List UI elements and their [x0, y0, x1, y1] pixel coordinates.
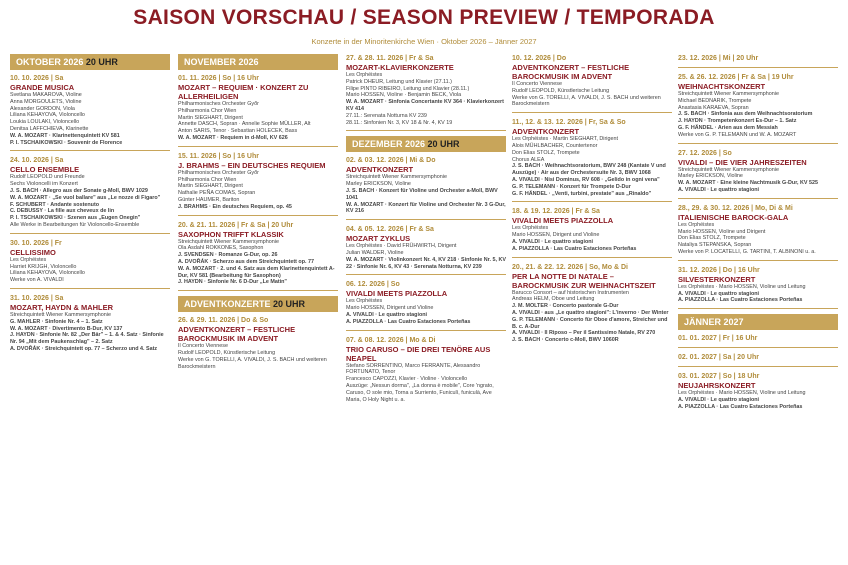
- event-title: MOZART-KLAVIERKONZERTE: [346, 63, 454, 72]
- event-entry: [678, 334, 838, 348]
- event-detail: Harriet KRIJGH, Violoncello: [10, 263, 77, 270]
- event-detail: Les Orphéistes: [512, 225, 549, 232]
- event-detail: J. HAYDN · Trompetenkonzert Es-Dur – 1. Satz: [678, 118, 797, 125]
- event-entry: [678, 266, 838, 309]
- event-detail: Liliana KEHAYOVA, Violoncello: [10, 112, 85, 119]
- event-title: CELLO ENSEMBLE: [10, 165, 80, 175]
- event-detail: Anastasia KARAEVA, Sopran: [678, 104, 749, 111]
- event-date: 10. 12. 2026 | Do: [512, 55, 567, 62]
- event-detail: Werke von P. LOCATELLI, G. TARTINI, T. ALBINONI u. a.: [678, 248, 816, 255]
- event-detail: J. HAYDN · Sinfonie Nr. 6 D-Dur „Le Matin": [178, 279, 287, 286]
- event-detail: W. A. MOZART · Eine kleine Nachtmusik G-Dur, KV 525: [678, 180, 818, 187]
- event-detail: Don Elias STOLZ, Trompete: [678, 235, 746, 242]
- event-detail: W. A. MOZART · Sinfonia Concertante KV 364 · Klavierkonzert KV 414: [346, 99, 504, 112]
- event-detail: G. P. TELEMANN · Concerto für Oboe d'amore, Streicher und B. c. A-Dur: [512, 316, 668, 330]
- event-detail: J. S. BACH · Weihnachtsoratorium, BWV 248 (Kantate V und Auszüge) · Air aus der Orchestersuite Nr. 3, BWV 1068: [512, 163, 666, 177]
- event-detail: 28.11.: Sinfonien Nr. 3, KV 18 & Nr. 4, KV 19: [346, 119, 453, 126]
- event-title: SILVESTERKONZERT: [678, 274, 756, 284]
- event-entry: [678, 149, 838, 199]
- event-detail: Werke von G. TORELLI, A. VIVALDI, J. S. BACH und weiteren Barockmeistern: [178, 356, 327, 370]
- event-detail: Liliana KEHAYOVA, Violoncello: [10, 270, 85, 277]
- event-detail: W. A. MOZART · Requiem in d-Moll, KV 626: [178, 134, 288, 141]
- event-detail: Werke von G. TORELLI, A. VIVALDI, J. S. BACH und weiteren Barockmeistern: [512, 94, 661, 108]
- event-date: 31. 10. 2026 | Sa: [10, 294, 64, 302]
- event-detail: G. F. HÄNDEL · Arien aus dem Messiah: [678, 124, 778, 131]
- event-date: 07. & 08. 12. 2026 | Mo & Di: [346, 336, 436, 344]
- event-detail: Werke von G. P. TELEMANN und W. A. MOZART: [678, 131, 797, 138]
- event-date: 31. 12. 2026 | Do | 16 Uhr: [678, 266, 760, 274]
- event-entry: [678, 353, 838, 367]
- event-date: 03. 01. 2027 | So | 18 Uhr: [678, 373, 760, 381]
- event-entry: [10, 156, 170, 233]
- event-detail: A. PIAZZOLLA · Las Cuatro Estaciones Porteñas: [678, 297, 803, 304]
- event-detail: Philharmonia Chor Wien: [178, 107, 237, 114]
- event-date: 27. 12. 2026 | So: [678, 149, 732, 157]
- event-detail: Alois MÜHLBACHER, Countertenor: [512, 142, 598, 149]
- section-header-time: 20 UHR: [427, 139, 460, 150]
- event-title: GRANDE MUSICA: [10, 83, 75, 92]
- event-detail: A. DVOŘÁK · Scherzo aus dem Streichquintett op. 77: [178, 258, 314, 265]
- page-title: SAISON VORSCHAU / SEASON PREVIEW / TEMPORADA: [133, 6, 715, 29]
- event-detail: J. S. BACH · Concerto c-Moll, BWV 1060R: [512, 337, 619, 344]
- event-date: 18. & 19. 12. 2026 | Fr & Sa: [512, 208, 600, 216]
- event-title: VIVALDI MEETS PIAZZOLLA: [346, 289, 448, 299]
- event-detail: Streichquintett Wiener Kammersymphonie: [678, 91, 779, 97]
- event-detail: Don Elias STOLZ, Trompete: [512, 149, 580, 156]
- event-detail: A. PIAZZOLLA · Las Cuatro Estaciones Porteñas: [346, 318, 471, 325]
- event-detail: Marley ERICKSON, Violine: [678, 173, 743, 180]
- event-detail: Chorus ALEA: [512, 156, 545, 163]
- event-entry: [512, 207, 672, 257]
- event-detail: Martin SIEGHART, Dirigent: [178, 183, 243, 190]
- event-detail: F. SCHUBERT · Andante sostenuto: [10, 201, 100, 208]
- event-date: 24. 10. 2026 | Sa: [10, 157, 64, 165]
- event-date: 04. & 05. 12. 2026 | Fr & Sa: [346, 226, 434, 234]
- event-title: VIVALDI MEETS PIAZZOLLA: [512, 216, 614, 226]
- event-date: 26. & 29. 11. 2026 | Do & So: [178, 317, 269, 325]
- event-detail: 27.11.: Serenata Notturna KV 239: [346, 112, 427, 119]
- section-header: [178, 54, 338, 70]
- event-detail: G. MAHLER · Sinfonie Nr. 4 – 1. Satz: [10, 318, 103, 325]
- event-detail: Il Concerto Viennese: [512, 81, 562, 87]
- event-title: ADVENTKONZERT: [346, 165, 414, 175]
- event-entry: [512, 263, 672, 348]
- event-date: 30. 10. 2026 | Fr: [10, 239, 62, 247]
- column-october: [10, 54, 170, 362]
- event-detail: W. A. MOZART · Klarinettenquintett KV 581: [10, 132, 120, 139]
- event-entry: [10, 294, 170, 357]
- event-title: VIVALDI – DIE VIER JAHRESZEITEN: [678, 157, 807, 167]
- event-detail: A. VIVALDI · Le quattro stagioni: [512, 238, 594, 245]
- event-detail: W. A. MOZART · „Se vuol ballare" aus „Le nozze di Figaro": [10, 194, 161, 201]
- column-december-january: [678, 54, 838, 420]
- event-date: 11., 12. & 13. 12. 2026 | Fr, Sa & So: [512, 119, 626, 127]
- event-title: MOZART, HAYDN & MAHLER: [10, 302, 114, 312]
- column-november-december: [346, 54, 506, 412]
- event-detail: Annette DASCH, Sopran · Annelie Sophie MÜLLER, Alt: [178, 121, 311, 128]
- event-entry: [178, 74, 338, 147]
- event-detail: J. HAYDN · Sinfonie Nr. 82 „Der Bär" – 1. & 4. Satz · Sinfonie Nr. 94 „Mit dem Paukenschlag" – 2. Satz: [10, 332, 164, 346]
- section-header: [178, 296, 338, 312]
- event-detail: Andreas HELM, Oboe und Leitung: [512, 296, 595, 303]
- event-date: 25. & 26. 12. 2026 | Fr & Sa | 19 Uhr: [678, 74, 794, 81]
- section-header-month: NOVEMBER 2026: [184, 57, 259, 67]
- event-detail: Rudolf LEOPOLD, Künstlerische Leitung: [178, 349, 276, 356]
- event-title: J. BRAHMS – EIN DEUTSCHES REQUIEM: [178, 160, 326, 170]
- event-entry: [346, 280, 506, 330]
- event-entry: [346, 156, 506, 220]
- event-detail: Les Orphéistes: [346, 72, 383, 78]
- event-date: 02. 01. 2027 | Sa | 20 Uhr: [678, 354, 759, 362]
- event-detail: A. VIVALDI · aus „Le quattro stagioni": L'inverno · Der Winter: [512, 309, 669, 316]
- event-date: 15. 11. 2026 | So | 16 Uhr: [178, 152, 259, 160]
- event-detail: Mario HOSSEN, Violine · Benjamin BECK, Viola: [346, 92, 462, 99]
- event-title: ADVENTKONZERT: [512, 127, 580, 137]
- column-november: [178, 54, 338, 379]
- event-detail: A. VIVALDI · Il Riposo – Per il Santissimo Natale, RV 270: [512, 330, 656, 337]
- event-detail: Svetlana MAKAROVA, Violine: [10, 92, 82, 98]
- event-detail: W. A. MOZART · Divertimento B-Dur, KV 137: [10, 325, 123, 332]
- event-detail: A. PIAZZOLLA · Las Cuatro Estaciones Porteñas: [678, 403, 803, 410]
- event-title: PER LA NOTTE DI NATALE – BAROCKMUSIK ZUR WEIHNACHTSZEIT: [512, 271, 656, 290]
- event-detail: J. SVENDSEN · Romanze G-Dur, op. 26: [178, 252, 278, 259]
- event-detail: Barucco Consort – auf historischen Instrumenten: [512, 289, 629, 296]
- event-entry: [178, 152, 338, 216]
- event-detail: J. S. BACH · Sinfonia aus dem Weihnachtsoratorium: [678, 111, 813, 118]
- event-detail: G. P. TELEMANN · Konzert für Trompete D-Dur: [512, 183, 631, 190]
- event-detail: Rudolf LEOPOLD, Künstlerische Leitung: [512, 87, 610, 94]
- event-detail: J. S. BACH · Konzert für Violine und Orchester a-Moll, BWV 1041: [346, 187, 498, 201]
- event-detail: J. BRAHMS · Ein deutsches Requiem, op. 45: [178, 203, 292, 210]
- event-entry: [346, 336, 506, 408]
- event-entry: [178, 221, 338, 292]
- page-subtitle: Konzerte in der Minoritenkirche Wien · Oktober 2026 – Jänner 2027: [311, 37, 537, 46]
- event-detail: W. A. MOZART · Konzert für Violine und Orchester Nr. 3 G-Dur, KV 216: [346, 201, 506, 215]
- event-entry: [10, 74, 170, 151]
- event-detail: Werke von A. VIVALDI: [10, 277, 64, 284]
- event-detail: Streichquintett Wiener Kammersymphonie: [346, 174, 447, 181]
- event-entry: [512, 54, 672, 113]
- event-detail: Patrick DHEUR, Leitung und Klavier (27.11.): [346, 78, 452, 85]
- event-entry: [512, 118, 672, 202]
- event-entry: [10, 239, 170, 289]
- section-header-month: JÄNNER 2027: [684, 317, 744, 328]
- event-detail: C. DEBUSSY · La fille aux cheveux de lin: [10, 208, 115, 215]
- event-title: CELLISSIMO: [10, 247, 56, 257]
- event-detail: Ola Asdahl ROKKONES, Saxophon: [178, 245, 264, 252]
- section-header-month: ADVENTKONZERTE: [184, 299, 271, 310]
- event-date: 28., 29. & 30. 12. 2026 | Mo, Di & Mi: [678, 204, 793, 212]
- event-date: 01. 01. 2027 | Fr | 16 Uhr: [678, 335, 758, 343]
- event-detail: Alle Werke in Bearbeitungen für Violoncello-Ensemble: [10, 221, 140, 228]
- event-date: 27. & 28. 11. 2026 | Fr & Sa: [346, 55, 434, 62]
- event-detail: W. A. MOZART · Violinkonzert Nr. 4, KV 218 · Sinfonie Nr. 5, KV 22 · Sinfonie Nr. 6, KV 43 · Serenata Notturna, KV 239: [346, 256, 506, 270]
- event-detail: A. VIVALDI · Le quattro stagioni: [678, 290, 760, 297]
- event-detail: Philharmonisches Orchester Győr: [178, 169, 259, 176]
- event-detail: Nathalie PEÑA COMAS, Sopran: [178, 190, 256, 197]
- section-header-month: OKTOBER 2026: [16, 57, 84, 67]
- event-detail: Mario HOSSEN, Violine und Dirigent: [678, 228, 766, 235]
- event-detail: A. PIAZZOLLA · Las Cuatro Estaciones Porteñas: [512, 245, 637, 252]
- event-detail: J. M. MOLTER · Concerto pastorale G-Dur: [512, 303, 619, 310]
- event-entry: [678, 204, 838, 261]
- section-header: [346, 136, 506, 152]
- event-entry: [346, 225, 506, 275]
- event-detail: A. VIVALDI · Le quattro stagioni: [678, 186, 760, 193]
- event-detail: A. DVOŘÁK · Streichquintett op. 77 – Scherzo und 4. Satz: [10, 345, 158, 352]
- event-date: 20. & 21. 11. 2026 | Fr & Sa | 20 Uhr: [178, 221, 294, 229]
- event-entry: [678, 372, 838, 414]
- event-detail: Philharmonia Chor Wien: [178, 176, 237, 183]
- event-title: ADVENTKONZERT – FESTLICHE BAROCKMUSIK IM ADVENT: [512, 63, 630, 81]
- event-title: SAXOPHON TRIFFT KLASSIK: [178, 229, 284, 239]
- event-detail: Denitsa LAFFCHIEVA, Klarinette: [10, 125, 89, 132]
- event-detail: Les Orphéistes · Martin SIEGHART, Dirigent: [512, 136, 618, 143]
- column-december-2: [512, 54, 672, 353]
- event-detail: Streichquintett Wiener Kammersymphonie: [10, 311, 111, 318]
- section-header: [678, 314, 838, 330]
- section-header: [10, 54, 170, 70]
- event-detail: G. F. HÄNDEL · „Venti, turbini, prestate" aus „Rinaldo": [512, 190, 652, 197]
- event-detail: Marley ERICKSON, Violine: [346, 181, 411, 188]
- section-header-time: 20 UHR: [273, 299, 306, 310]
- section-header-month: DEZEMBER 2026: [352, 139, 426, 150]
- event-detail: Les Orphéistes: [10, 256, 47, 263]
- event-date: 06. 12. 2026 | So: [346, 281, 400, 289]
- event-detail: Anton SARIS, Tenor · Sebastian HOLECEK, Bass: [178, 128, 298, 135]
- event-detail: Filipe PINTO RIBEIRO, Leitung und Klavier (28.11.): [346, 85, 470, 92]
- event-date: 20., 21. & 22. 12. 2026 | So, Mo & Di: [512, 263, 628, 271]
- event-detail: Les Orphéistes · Mario HOSSEN, Violine und Leitung: [678, 390, 806, 397]
- event-detail: Streichquintett Wiener Kammersymphonie: [678, 166, 779, 173]
- event-detail: Les Orphéistes · David FRÜHWIRTH, Dirigent: [346, 243, 457, 250]
- event-entry: [178, 316, 338, 374]
- event-detail: Mario HOSSEN, Dirigent und Violine: [346, 305, 434, 312]
- event-detail: Sechs Violoncelli im Konzert: [10, 181, 78, 188]
- event-detail: Günter HAUMER, Bariton: [178, 196, 240, 203]
- event-detail: Michael BEDNARIK, Trompete: [678, 97, 752, 104]
- event-detail: P. I. TSCHAIKOWSKI · Souvenir de Florence: [10, 139, 123, 146]
- event-detail: W. A. MOZART · 2. und 4. Satz aus dem Klarinettenquintett A-Dur, KV 581 (Bearbeitung für Saxophon): [178, 265, 335, 279]
- event-detail: Rudolf LEOPOLD und Freunde: [10, 174, 85, 181]
- event-title: NEUJAHRSKONZERT: [678, 381, 756, 391]
- event-title: ITALIENISCHE BAROCK-GALA: [678, 212, 789, 222]
- event-entry: [346, 54, 506, 131]
- event-detail: A. VIVALDI · Nisi Dominus, RV 608 · „Gelido in ogni vena": [512, 176, 660, 183]
- event-entry: [678, 73, 838, 144]
- event-detail: A. VIVALDI · Le quattro stagioni: [678, 396, 760, 403]
- event-detail: A. VIVALDI · Le quattro stagioni: [346, 311, 428, 318]
- section-header-time: 20 UHR: [85, 57, 118, 67]
- event-detail: Les Orphéistes: [678, 221, 715, 228]
- event-detail: J. S. BACH · Allegro aus der Sonate g-Moll, BWV 1029: [10, 187, 148, 194]
- event-detail: Il Concerto Viennese: [178, 343, 228, 350]
- event-detail: Julian WALDER, Violine: [346, 249, 404, 256]
- event-detail: P. I. TSCHAIKOWSKI · Szenen aus „Eugen Onegin": [10, 215, 141, 222]
- event-date: 02. & 03. 12. 2026 | Mi & Do: [346, 157, 436, 165]
- event-detail: Streichquintett Wiener Kammersymphonie: [178, 238, 279, 245]
- event-detail: Martin SIEGHART, Dirigent: [178, 114, 243, 121]
- event-date: 23. 12. 2026 | Mi | 20 Uhr: [678, 55, 759, 62]
- event-detail: Mario HOSSEN, Dirigent und Violine: [512, 232, 600, 239]
- event-detail: Loukia LOULAKI, Violoncello: [10, 119, 80, 126]
- event-detail: Alexander GORDON, Viola: [10, 105, 75, 112]
- event-title: ADVENTKONZERT – FESTLICHE BAROCKMUSIK IM ADVENT: [178, 325, 296, 344]
- event-title: TRIO CARUSO – DIE DREI TENÖRE AUS NEAPEL: [346, 344, 491, 363]
- event-detail: Auszüge: „Nessun dorma", „La donna è mobile", Core 'ngrato, Caruso, O sole mio, Torna a Surriento, Funiculì, funiculà, Ave Maria, O Holy Night u. a.: [346, 382, 494, 403]
- event-detail: Anna MORGOULETS, Violine: [10, 98, 82, 105]
- event-date: 10. 10. 2026 | Sa: [10, 75, 64, 82]
- event-title: WEIHNACHTSKONZERT: [678, 82, 766, 91]
- event-title: MOZART ZYKLUS: [346, 234, 411, 244]
- event-detail: Stefano SORRENTINO, Marco FERRANTE, Alessandro FORTUNATO, Tenor: [346, 362, 481, 376]
- event-detail: Les Orphéistes · Mario HOSSEN, Violine und Leitung: [678, 283, 806, 290]
- event-detail: Francesco CAPOZZI, Klavier · Violine · Violoncello: [346, 376, 468, 383]
- event-detail: Nataliya STEPANSKA, Sopran: [678, 242, 752, 249]
- event-entry: [678, 54, 838, 68]
- event-date: 01. 11. 2026 | So | 16 Uhr: [178, 75, 259, 82]
- event-detail: Les Orphéistes: [346, 298, 383, 305]
- event-detail: Philharmonisches Orchester Győr: [178, 101, 259, 107]
- event-title: MOZART – REQUIEM · KONZERT ZU ALLERHEILIGEN: [178, 83, 309, 101]
